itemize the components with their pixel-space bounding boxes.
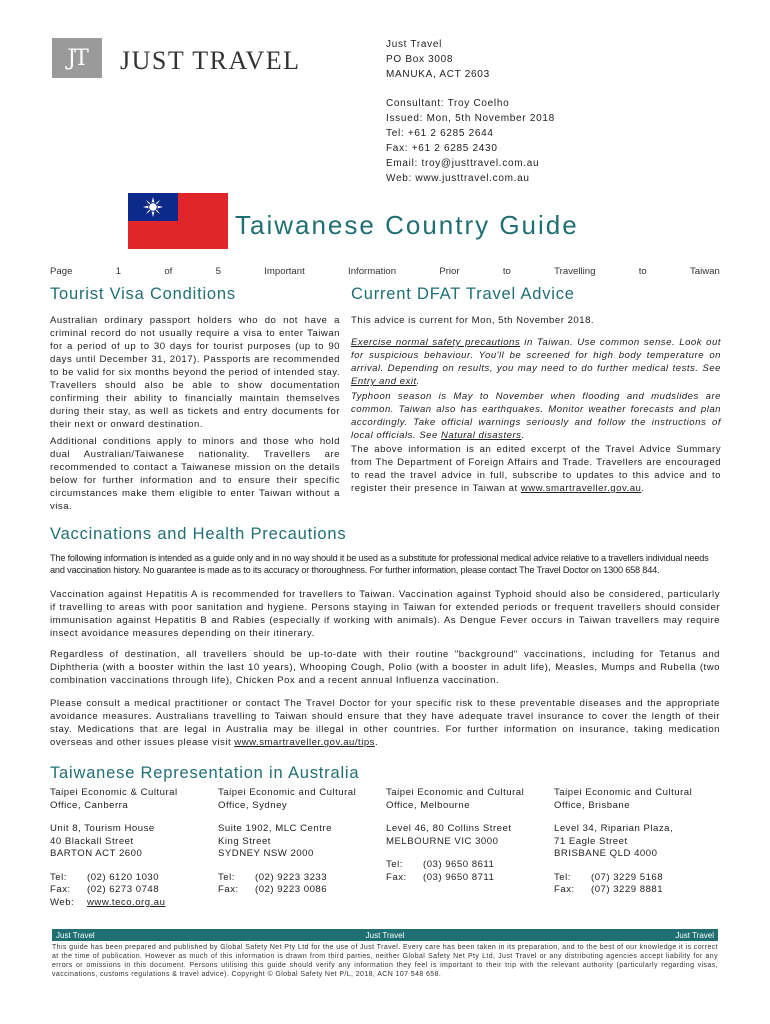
vaccinations-intro: The following information is intended as a guide only and in no way should it be used as a substitute for professional medical advice relative to a travellers individual needs and vaccination history. No guarantee is made as to its accuracy or thoroughness. For further information, please contact The Travel Doctor on 1300 658 844.	[50, 553, 709, 575]
logo-text: JUST TRAVEL	[120, 46, 301, 75]
smartraveller-tips-link[interactable]: www.smartraveller.gov.au/tips	[234, 737, 375, 748]
normal-precautions-link[interactable]: Exercise normal safety precautions	[351, 337, 521, 348]
natural-disasters-link[interactable]: Natural disasters	[440, 430, 522, 441]
page-subtitle: Page 1 of 5 Important Information Prior to Travelling to Taiwan	[50, 266, 720, 277]
visa-paragraph-2: Additional conditions apply to minors and those who hold dual Australian/Taiwanese nationality. Travellers are recommended to contact a Taiwanese mission on the details below for further information and to ensure their specific circumstances make them eligible to enter Taiwan without a visa.	[50, 436, 340, 512]
footer-disclaimer: This guide has been prepared and published by Global Safety Net Pty Ltd for the use of Just Travel. Every care has been taken in its preparation, and to the best of our knowledge it is correct at the time of publication. However as much of this information is drawn from third parties, neither Global Safety Net Pty Ltd, Just Travel or any distributing agencies accept liability for any errors or omissions in this document. Persons utilising this guide should verify any information they feel is important to their trip with the relevant authority (particularly regarding visas, vaccinations, customs regulations & travel advice). Copyright © Global Safety Net P/L, 2018, ACN 107 548 658.	[52, 944, 718, 978]
vaccinations-paragraph-1: Vaccination against Hepatitis A is recommended for travellers to Taiwan. Vaccination against Typhoid should also be considered, particularly if travelling to areas with poor sanitation and hygiene. Persons staying in Taiwan for extended periods or frequent travellers should consider immunisation against Hepatitis B and Rabies (especially if working with animals). As Dengue Fever occurs in Taiwan travellers may require insect avoidance measures depending on their itinerary.	[50, 589, 720, 639]
footer-center: Just Travel	[365, 930, 405, 940]
taiwan-flag-icon	[128, 193, 228, 249]
office-brisbane: Taipei Economic and Cultural Office, Brisbane Level 34, Riparian Plaza, 71 Eagle Street BRISBANE QLD 4000 Tel: (07) 3229 5168 Fax: (07) 3229 8881	[554, 787, 693, 895]
dfat-paragraph-1: Exercise normal safety precautions in Taiwan. Use common sense. Look out for suspicious behaviour. You'll be screened for high body temperature on arrival. Depending on results, you may need to do further medical tests. See Entry and exit.	[351, 337, 721, 387]
representation-heading: Taiwanese Representation in Australia	[50, 764, 360, 782]
entry-exit-link[interactable]: Entry and exit	[351, 376, 417, 387]
footer-right: Just Travel	[675, 930, 714, 940]
web: Web: www.justtravel.com.au	[386, 173, 530, 184]
logo-mark: JT	[52, 38, 102, 78]
tel: Tel: +61 2 6285 2644	[386, 128, 494, 139]
address-line: MANUKA, ACT 2603	[386, 69, 490, 80]
footer-bar	[52, 929, 718, 941]
dfat-heading: Current DFAT Travel Advice	[351, 285, 575, 303]
office-canberra: Taipei Economic & Cultural Office, Canberra Unit 8, Tourism House 40 Blackall Street BARTON ACT 2600 Tel: (02) 6120 1030 Fax: (02) 6273 0748 Web: www.teco.org.au	[50, 787, 178, 908]
smartraveller-link[interactable]: www.smartraveller.gov.au	[520, 483, 642, 494]
office-melbourne: Taipei Economic and Cultural Office, Melbourne Level 46, 80 Collins Street MELBOURNE VIC 3000 Tel: (03) 9650 8611 Fax: (03) 9650 8711	[386, 787, 525, 883]
visa-heading: Tourist Visa Conditions	[50, 285, 236, 303]
teco-link[interactable]: www.teco.org.au	[87, 896, 166, 908]
footer-left: Just Travel	[56, 930, 95, 940]
address-line: PO Box 3008	[386, 54, 454, 65]
dfat-paragraph-3: The above information is an edited excerpt of the Travel Advice Summary from The Department of Foreign Affairs and Trade. Travellers are encouraged to read the travel advice in full, subscribe to updates to this advice and to register their presence in Taiwan at www.smartraveller.gov.au.	[351, 444, 721, 494]
vaccinations-paragraph-2: Regardless of destination, all travellers should be up-to-date with their routine "background" vaccinations, including for Tetanus and Diphtheria (with a booster within the last 10 years), Whooping Cough, Polio (with a booster in adult life), Measles, Mumps and Rubella (two combination vaccinations through life), Chicken Pox and a recent annual Influenza vaccination.	[50, 649, 720, 686]
visa-paragraph-1: Australian ordinary passport holders who do not have a criminal record do not usually require a visa to enter Taiwan for a period of up to 30 days for tourist purposes (up to 90 days until December 31, 2017). Passports are recommended to be valid for six months beyond the period of intended stay. Travellers should also be able to show documentation confirming their ability to financially maintain themselves during their stay, as well as tickets and entry documents for their next or onward destination.	[50, 315, 340, 430]
address-line: Just Travel	[386, 39, 443, 50]
issued-date: Issued: Mon, 5th November 2018	[386, 113, 555, 124]
fax: Fax: +61 2 6285 2430	[386, 143, 498, 154]
consultant: Consultant: Troy Coelho	[386, 98, 510, 109]
dfat-paragraph-2: Typhoon season is May to November when flooding and mudslides are common. Taiwan also has earthquakes. Monitor weather forecasts and plan accordingly. Take official warnings seriously and follow the instructions of local officials. See Natural disasters.	[351, 391, 721, 441]
vaccinations-heading: Vaccinations and Health Precautions	[50, 525, 347, 543]
email: Email: troy@justtravel.com.au	[386, 158, 540, 169]
vaccinations-paragraph-3: Please consult a medical practitioner or contact The Travel Doctor for your specific risk to these preventable diseases and the appropriate avoidance measures. Australians travelling to Taiwan should ensure that they have adequate travel insurance to cover the length of their stay. Medications that are legal in Australia may be illegal in other countries. For further information on insurance, taking medication overseas and other issues please visit www.smartraveller.gov.au/tips.	[50, 698, 720, 748]
dfat-current: This advice is current for Mon, 5th November 2018.	[351, 315, 595, 326]
page-title: Taiwanese Country Guide	[235, 210, 579, 240]
agency-contact	[386, 37, 555, 186]
office-sydney: Taipei Economic and Cultural Office, Sydney Suite 1902, MLC Centre King Street SYDNEY NSW 2000 Tel: (02) 9223 3233 Fax: (02) 9223 0086	[218, 787, 357, 895]
